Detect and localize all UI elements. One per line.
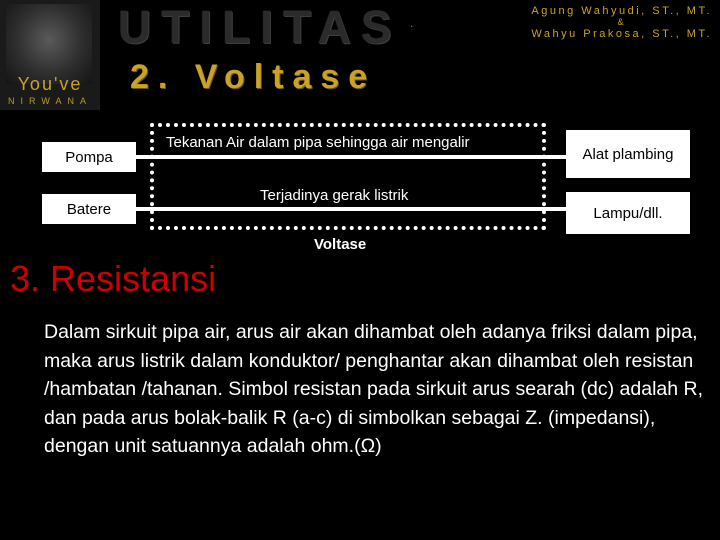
author-separator: & — [617, 17, 626, 27]
portrait-image — [6, 4, 92, 84]
middle-text-1: Tekanan Air dalam pipa sehingga air mengalir — [166, 134, 470, 151]
header-dot: . — [410, 16, 414, 30]
brand-title: UTILITAS — [118, 1, 402, 53]
author-credits — [531, 4, 712, 41]
connector-line-1 — [136, 155, 566, 159]
resistansi-paragraph: Dalam sirkuit pipa air, arus air akan dihambat oleh adanya friksi dalam pipa, maka arus listrik dalam konduktor/ penghantar akan dihambat oleh resistan /hambatan /tahanan. Simbol resistan pada sirkuit arus searah (dc) adalah R, dan pada arus bolak-balik R (a-c) di simbolkan sebagai Z. (impedansi), dengan unit satuannya adalah ohm.(Ω) — [44, 321, 704, 457]
author-line-1: Agung Wahyudi, ST., MT. — [531, 5, 712, 17]
source-box-batere: Batere — [42, 194, 136, 224]
middle-text-2: Terjadinya gerak listrik — [260, 187, 409, 204]
section-title-voltase: 2. Voltase — [130, 58, 377, 96]
logo-subtext: NIRWANA — [7, 96, 92, 106]
source-box-pompa: Pompa — [42, 142, 136, 172]
author-logo — [0, 0, 100, 110]
section-title-resistansi: 3. Resistansi — [10, 258, 217, 299]
load-box-plambing: Alat plambing — [566, 130, 690, 178]
diagram-label: Voltase — [314, 236, 367, 253]
author-line-2: Wahyu Prakosa, ST., MT. — [531, 28, 712, 40]
connector-line-2 — [136, 207, 566, 211]
load-box-lampu: Lampu/dll. — [566, 192, 690, 234]
logo-text: You've — [17, 74, 83, 94]
